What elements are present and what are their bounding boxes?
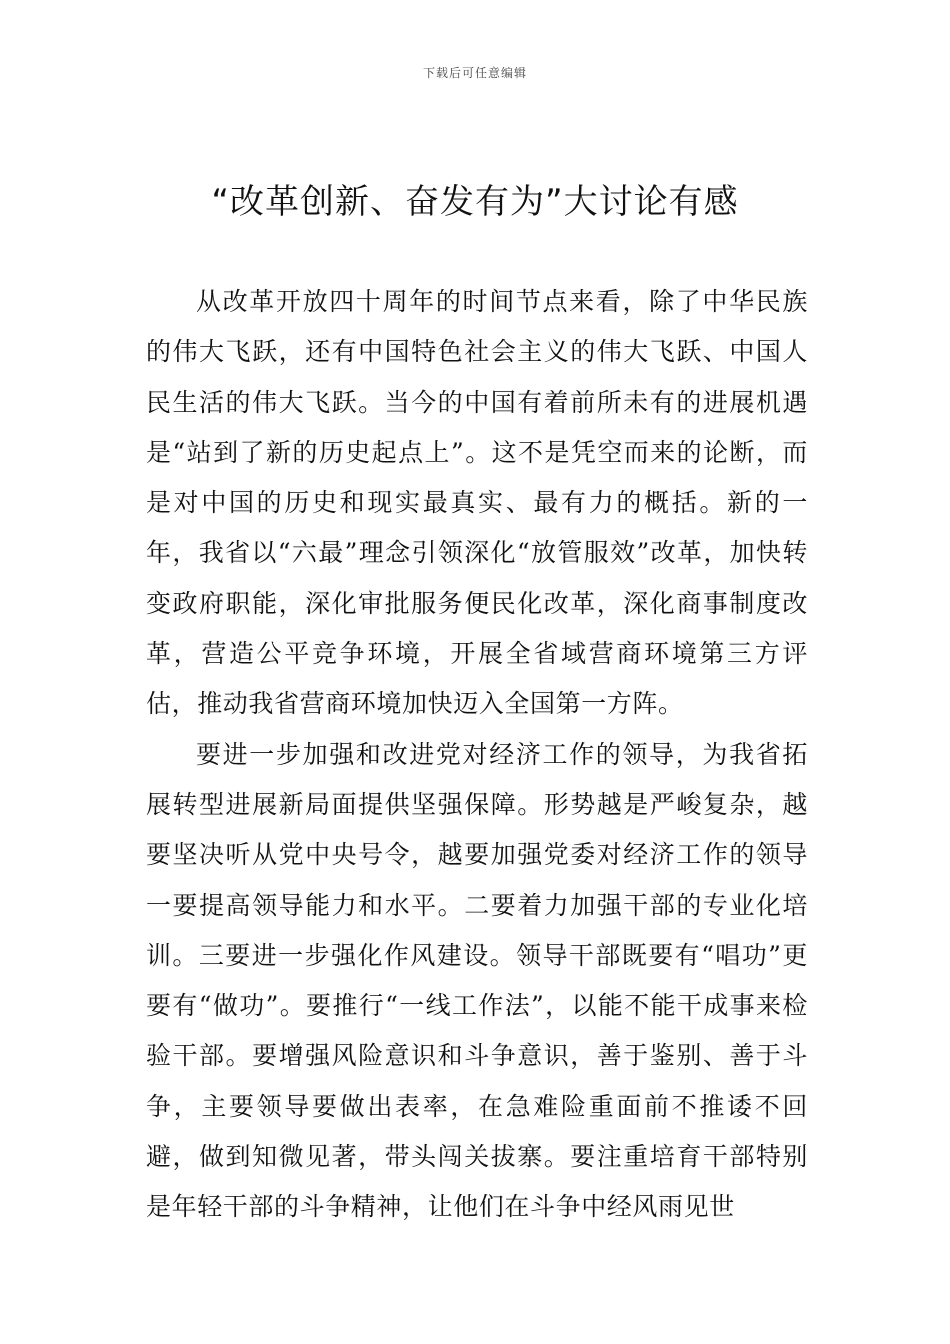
paragraph-2: 要进一步加强和改进党对经济工作的领导，为我省拓展转型进展新局面提供坚强保障。形势越是严峻复杂，越要坚决听从党中央号令，越要加强党委对经济工作的领导一要提高领导能力和水平。二要着力加强干部的专业化培训。三要进一步强化作风建设。领导干部既要有“唱功”更要有“做功”。要推行“一线工作法”，以能不能干成事来检验干部。要增强风险意识和斗争意识，善于鉴别、善于斗争，主要领导要做出表率，在急难险重面前不推诿不回避，做到知微见著，带头闯关拔寨。要注重培育干部特别是年轻干部的斗争精神，让他们在斗争中经风雨见世 (146, 739, 808, 1222)
paragraph-1: 从改革开放四十周年的时间节点来看，除了中华民族的伟大飞跃，还有中国特色社会主义的伟大飞跃、中国人民生活的伟大飞跃。当今的中国有着前所未有的进展机遇是“站到了新的历史起点上”。这不是凭空而来的论断，而是对中国的历史和现实最真实、最有力的概括。新的一年，我省以“六最”理念引领深化“放管服效”改革，加快转变政府职能，深化审批服务便民化改革，深化商事制度改革，营造公平竞争环境，开展全省域营商环境第三方评估，推动我省营商环境加快迈入全国第一方阵。 (146, 287, 808, 719)
page-header-note: 下载后可任意编辑 (422, 66, 527, 80)
document-body (146, 277, 808, 1233)
document-title: “改革创新、奋发有为”大讨论有感 (211, 182, 739, 222)
